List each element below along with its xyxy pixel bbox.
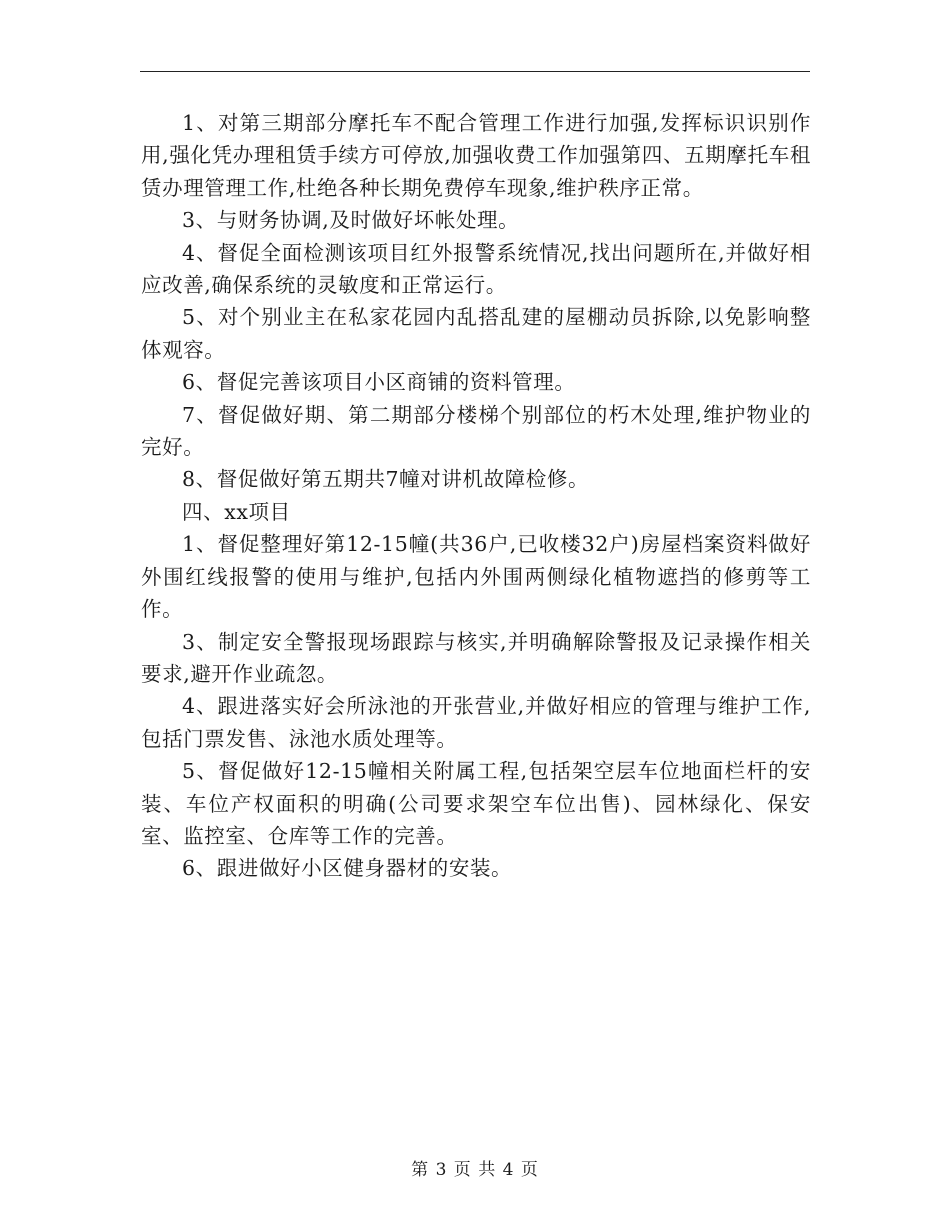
paragraph: 3、与财务协调,及时做好坏帐处理。 <box>182 208 520 233</box>
paragraph: 4、督促全面检测该项目红外报警系统情况,找出问题所在,并做好相应改善,确保系统的灵敏度和正常运行。 <box>141 240 811 298</box>
paragraph: 7、督促做好期、第二期部分楼梯个别部位的朽木处理,维护物业的完好。 <box>141 402 811 460</box>
document-body <box>141 107 811 885</box>
paragraph: 8、督促做好第五期共7幢对讲机故障检修。 <box>182 467 590 492</box>
paragraph: 5、督促做好12-15幢相关附属工程,包括架空层车位地面栏杆的安装、车位产权面积的明确(公司要求架空车位出售)、园林绿化、保安室、监控室、仓库等工作的完善。 <box>141 759 811 848</box>
paragraph: 6、督促完善该项目小区商铺的资料管理。 <box>182 370 576 395</box>
paragraph: 3、制定安全警报现场跟踪与核实,并明确解除警报及记录操作相关要求,避开作业疏忽。 <box>141 629 811 686</box>
paragraph: 6、跟进做好小区健身器材的安装。 <box>182 856 513 881</box>
paragraph: 5、对个别业主在私家花园内乱搭乱建的屋棚动员拆除,以免影响整体观容。 <box>141 305 811 362</box>
page-number: 第 3 页 共 4 页 <box>411 1160 539 1180</box>
section-heading: 四、xx项目 <box>182 499 291 524</box>
paragraph: 4、跟进落实好会所泳池的开张营业,并做好相应的管理与维护工作,包括门票发售、泳池水质处理等。 <box>141 694 811 751</box>
paragraph: 1、对第三期部分摩托车不配合管理工作进行加强,发挥标识识别作用,强化凭办理租赁手续方可停放,加强收费工作加强第四、五期摩托车租赁办理管理工作,杜绝各种长期免费停车现象,维护秩序正常。 <box>141 111 811 200</box>
paragraph: 1、督促整理好第12-15幢(共36户,已收楼32户)房屋档案资料做好外围红线报警的使用与维护,包括内外围两侧绿化植物遮挡的修剪等工作。 <box>141 532 811 622</box>
header-rule <box>140 71 810 72</box>
